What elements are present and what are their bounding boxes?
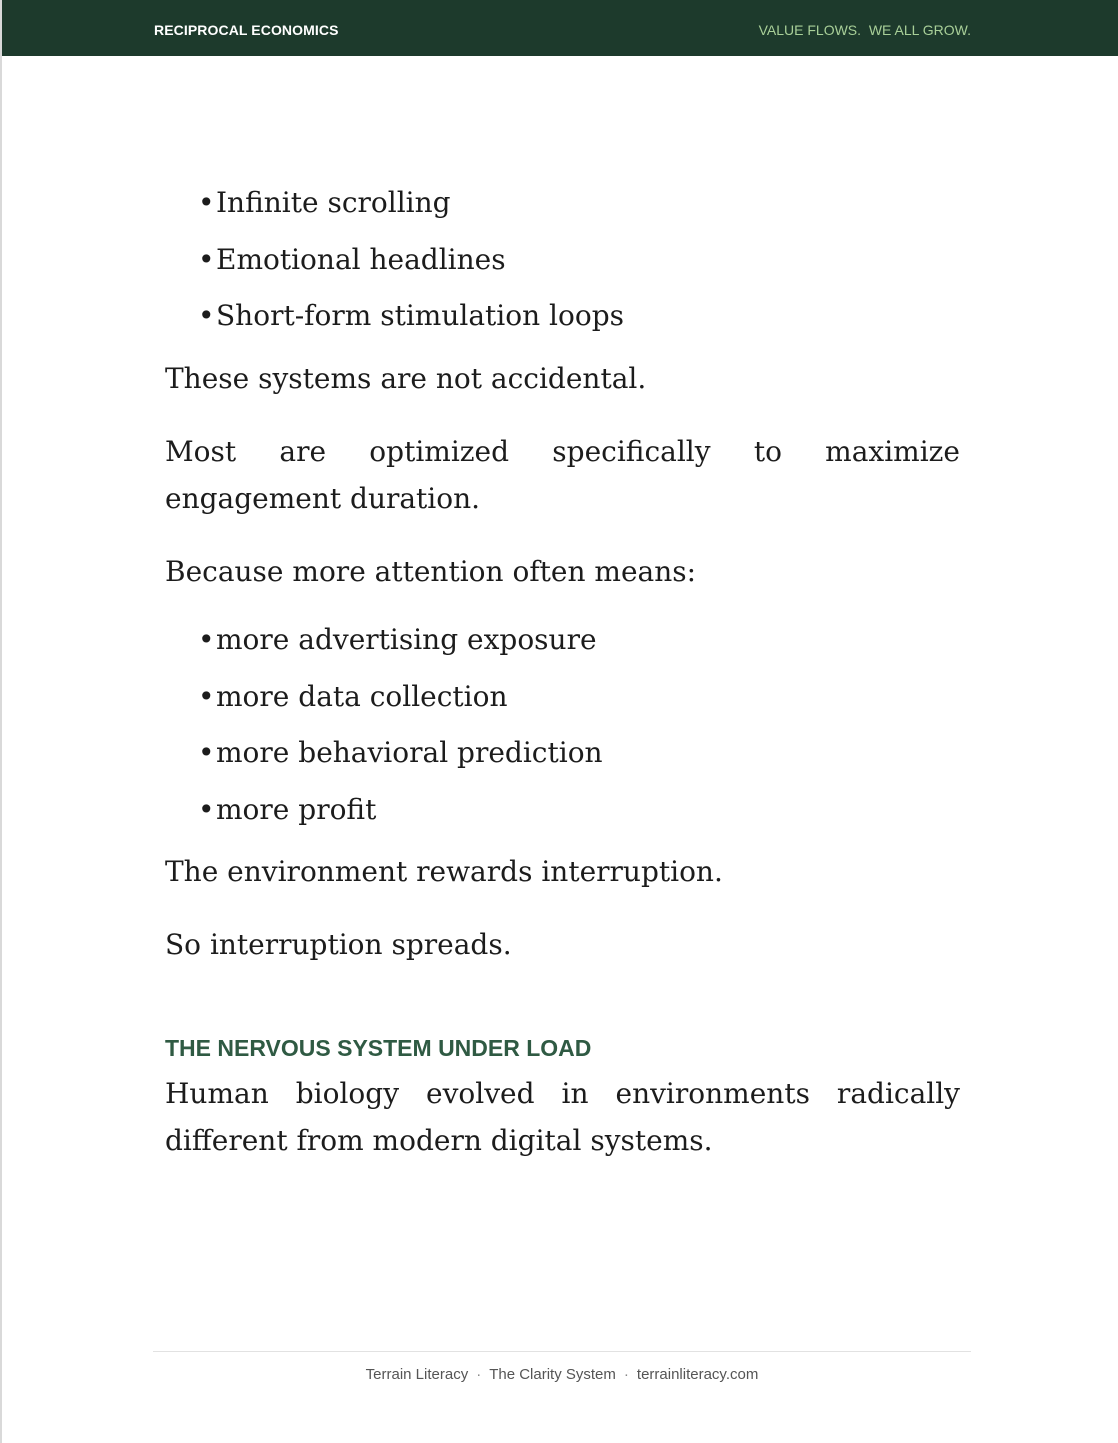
- list-item-text: Short-form stimulation loops: [216, 299, 624, 333]
- site-tagline: VALUE FLOWS. WE ALL GROW.: [758, 22, 971, 38]
- bullet-icon: •: [198, 679, 215, 713]
- page-edge-rule: [0, 0, 2, 1443]
- list-item: [198, 674, 960, 731]
- footer-separator: ·: [476, 1366, 482, 1383]
- page-footer: [153, 1366, 971, 1383]
- paragraph: The environment rewards interruption.: [165, 854, 723, 888]
- footer-link-website[interactable]: terrainliteracy.com: [636, 1366, 759, 1383]
- list-item-text: Emotional headlines: [216, 242, 506, 276]
- bullet-icon: •: [198, 623, 215, 657]
- list-item: [198, 730, 960, 787]
- bullet-list-engagement-tactics: [165, 180, 960, 350]
- list-item: [198, 787, 960, 844]
- paragraph: These systems are not accidental.: [165, 362, 647, 396]
- bullet-icon: •: [198, 186, 215, 219]
- list-item: [198, 617, 960, 674]
- list-item-text: Infinite scrolling: [216, 186, 451, 219]
- list-item-text: more profit: [216, 793, 377, 827]
- article-body: [165, 180, 960, 1164]
- bullet-list-attention-benefits: [165, 617, 960, 844]
- brand-name[interactable]: RECIPROCAL ECONOMICS: [154, 22, 339, 38]
- bullet-icon: •: [198, 793, 215, 827]
- list-item-text: more data collection: [216, 679, 508, 713]
- list-item: [198, 180, 960, 237]
- list-item: [198, 237, 960, 294]
- list-item-text: more behavioral prediction: [216, 736, 603, 770]
- list-item-text: more advertising exposure: [216, 623, 597, 657]
- paragraph: Human biology evolved in environments radically different from modern digital systems.: [165, 1076, 960, 1157]
- footer-separator: ·: [623, 1366, 629, 1383]
- bullet-icon: •: [198, 299, 215, 333]
- bullet-icon: •: [198, 242, 215, 276]
- list-item: [198, 293, 960, 350]
- bullet-icon: •: [198, 736, 215, 770]
- paragraph: Most are optimized specifically to maximize engagement duration.: [165, 435, 960, 516]
- paragraph: Because more attention often means:: [165, 555, 697, 589]
- footer-item-terrain-literacy: Terrain Literacy: [365, 1366, 469, 1383]
- footer-divider: [153, 1351, 971, 1352]
- footer-item-clarity-system: The Clarity System: [489, 1366, 616, 1383]
- site-header: [2, 0, 1118, 56]
- paragraph: So interruption spreads.: [165, 927, 512, 961]
- section-heading: THE NERVOUS SYSTEM UNDER LOAD: [165, 1034, 592, 1061]
